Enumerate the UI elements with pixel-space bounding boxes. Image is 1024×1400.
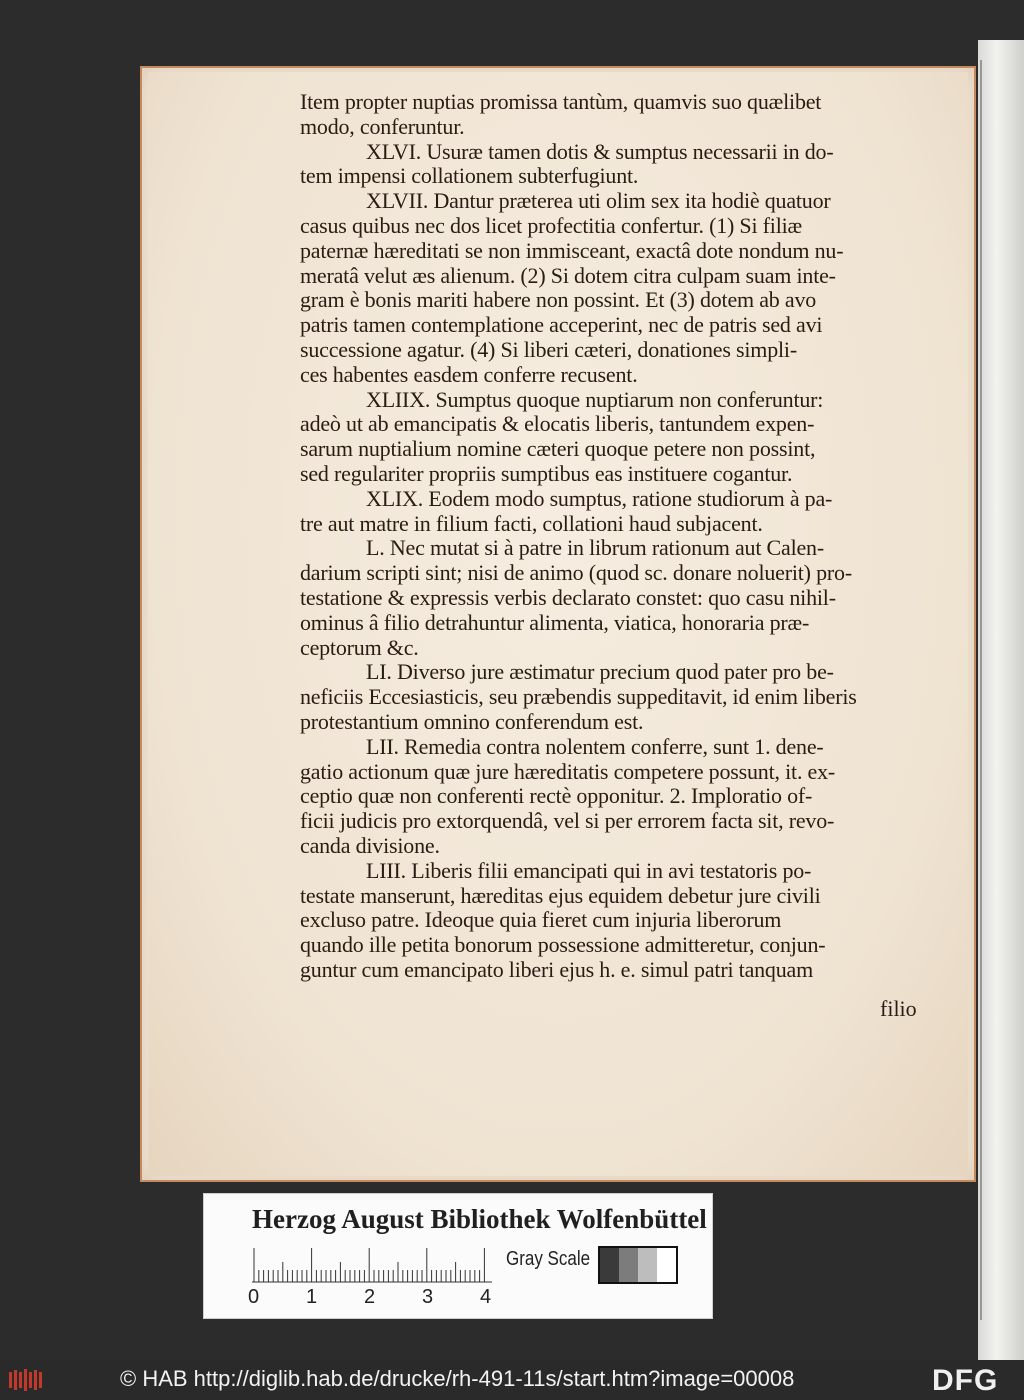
text-line: XLIX. Eodem modo sumptus, ratione studiorum à pa- xyxy=(366,485,833,511)
hab-logo-icon xyxy=(8,1368,44,1392)
text-line: gram è bonis mariti habere non possint. Et (3) dotem ab avo xyxy=(300,287,817,313)
text-line: ominus â filio detrahuntur alimenta, viatica, honoraria præ- xyxy=(300,609,810,635)
footer-bar xyxy=(0,1360,1024,1400)
text-line: darium scripti sint; nisi de animo (quod sc. donare noluerit) pro- xyxy=(300,560,852,586)
text-line: XLIIX. Sumptus quoque nuptiarum non conferuntur: xyxy=(366,386,824,412)
text-line: excluso patre. Ideoque quia fieret cum injuria liberorum xyxy=(300,907,782,933)
text-line: L. Nec mutat si à patre in librum rationum aut Calen- xyxy=(366,535,824,561)
gray-swatch xyxy=(600,1248,619,1282)
ruler-number: 2 xyxy=(364,1286,376,1308)
gray-scale-label: Gray Scale xyxy=(506,1248,591,1270)
text-line: quando ille petita bonorum possessione admitteretur, conjun- xyxy=(300,932,826,958)
ruler-scale xyxy=(252,1248,492,1284)
copyright-link[interactable]: © HAB http://diglib.hab.de/drucke/rh-491-11s/start.htm?image=00008 xyxy=(120,1366,795,1391)
ruler-number: 0 xyxy=(248,1286,260,1308)
text-line: Item propter nuptias promissa tantùm, quamvis suo quælibet xyxy=(300,89,822,114)
text-line: sed regulariter propriis sumptibus eas instituere cogantur. xyxy=(300,460,793,486)
text-line: XLVI. Usuræ tamen dotis & sumptus necessarii in do- xyxy=(366,138,834,164)
text-line: gatio actionum quæ jure hæreditatis competere possunt, it. ex- xyxy=(300,758,836,784)
text-line: ces habentes easdem conferre recusent. xyxy=(300,361,638,387)
text-line: paternæ hæreditati se non immisceant, exactâ dote nondum nu- xyxy=(300,237,844,263)
ruler-numbers xyxy=(248,1286,508,1312)
library-title: Herzog August Bibliothek Wolfenbüttel xyxy=(252,1204,707,1234)
text-line: testate manserunt, hæreditas ejus equidem debetur jure civili xyxy=(300,882,821,908)
text-line: guntur cum emancipato liberi ejus h. e. simul patri tanquam xyxy=(300,956,814,982)
ruler-number: 4 xyxy=(480,1286,492,1308)
text-line: canda divisione. xyxy=(300,832,440,858)
text-line: meratâ velut æs alienum. (2) Si dotem citra culpam suam inte- xyxy=(300,262,836,288)
text-line: LIII. Liberis filii emancipati qui in avi testatoris po- xyxy=(366,857,812,883)
text-line: modo, conferuntur. xyxy=(300,113,465,139)
gray-swatch xyxy=(619,1248,638,1282)
gray-swatch xyxy=(657,1248,676,1282)
text-line: ficii judicis pro extorquendâ, vel si per errorem facta sit, revo- xyxy=(300,808,835,834)
gray-scale-swatches xyxy=(600,1248,676,1282)
gray-swatch xyxy=(638,1248,657,1282)
ruler-number: 3 xyxy=(422,1286,434,1308)
text-line: ceptorum &c. xyxy=(300,634,419,660)
ruler-number: 1 xyxy=(306,1286,318,1308)
text-line: tre aut matre in filium facti, collationi haud subjacent. xyxy=(300,510,763,536)
text-line: ceptio quæ non conferenti rectè opponitur. 2. Imploratio of- xyxy=(300,783,813,809)
reference-card xyxy=(204,1194,712,1318)
text-line: adeò ut ab emancipatis & elocatis liberis, tantundem expen- xyxy=(300,411,815,437)
dfg-logo: DFG xyxy=(932,1364,999,1397)
catchword: filio xyxy=(880,996,917,1021)
text-line: patris tamen contemplatione acceperint, nec de patris sed avi xyxy=(300,312,823,338)
page-text-block xyxy=(300,90,1024,983)
text-line: protestantium omnino conferendum est. xyxy=(300,708,644,734)
text-line: XLVII. Dantur præterea uti olim sex ita hodiè quatuor xyxy=(366,188,831,214)
text-line: casus quibus nec dos licet profectitia confertur. (1) Si filiæ xyxy=(300,212,803,238)
text-line: testatione & expressis verbis declarato constet: quo casu nihil- xyxy=(300,584,836,610)
text-line: tem impensi collationem subterfugiunt. xyxy=(300,163,639,189)
text-line: LII. Remedia contra nolentem conferre, sunt 1. dene- xyxy=(366,733,824,759)
text-line: LI. Diverso jure æstimatur precium quod pater pro be- xyxy=(366,659,834,685)
text-line: sarum nuptialium nomine cæteri quoque petere non possint, xyxy=(300,436,816,462)
text-line: successione agatur. (4) Si liberi cæteri, donationes simpli- xyxy=(300,336,797,362)
text-line: neficiis Eccesiasticis, seu præbendis suppeditavit, id enim liberis xyxy=(300,684,857,710)
